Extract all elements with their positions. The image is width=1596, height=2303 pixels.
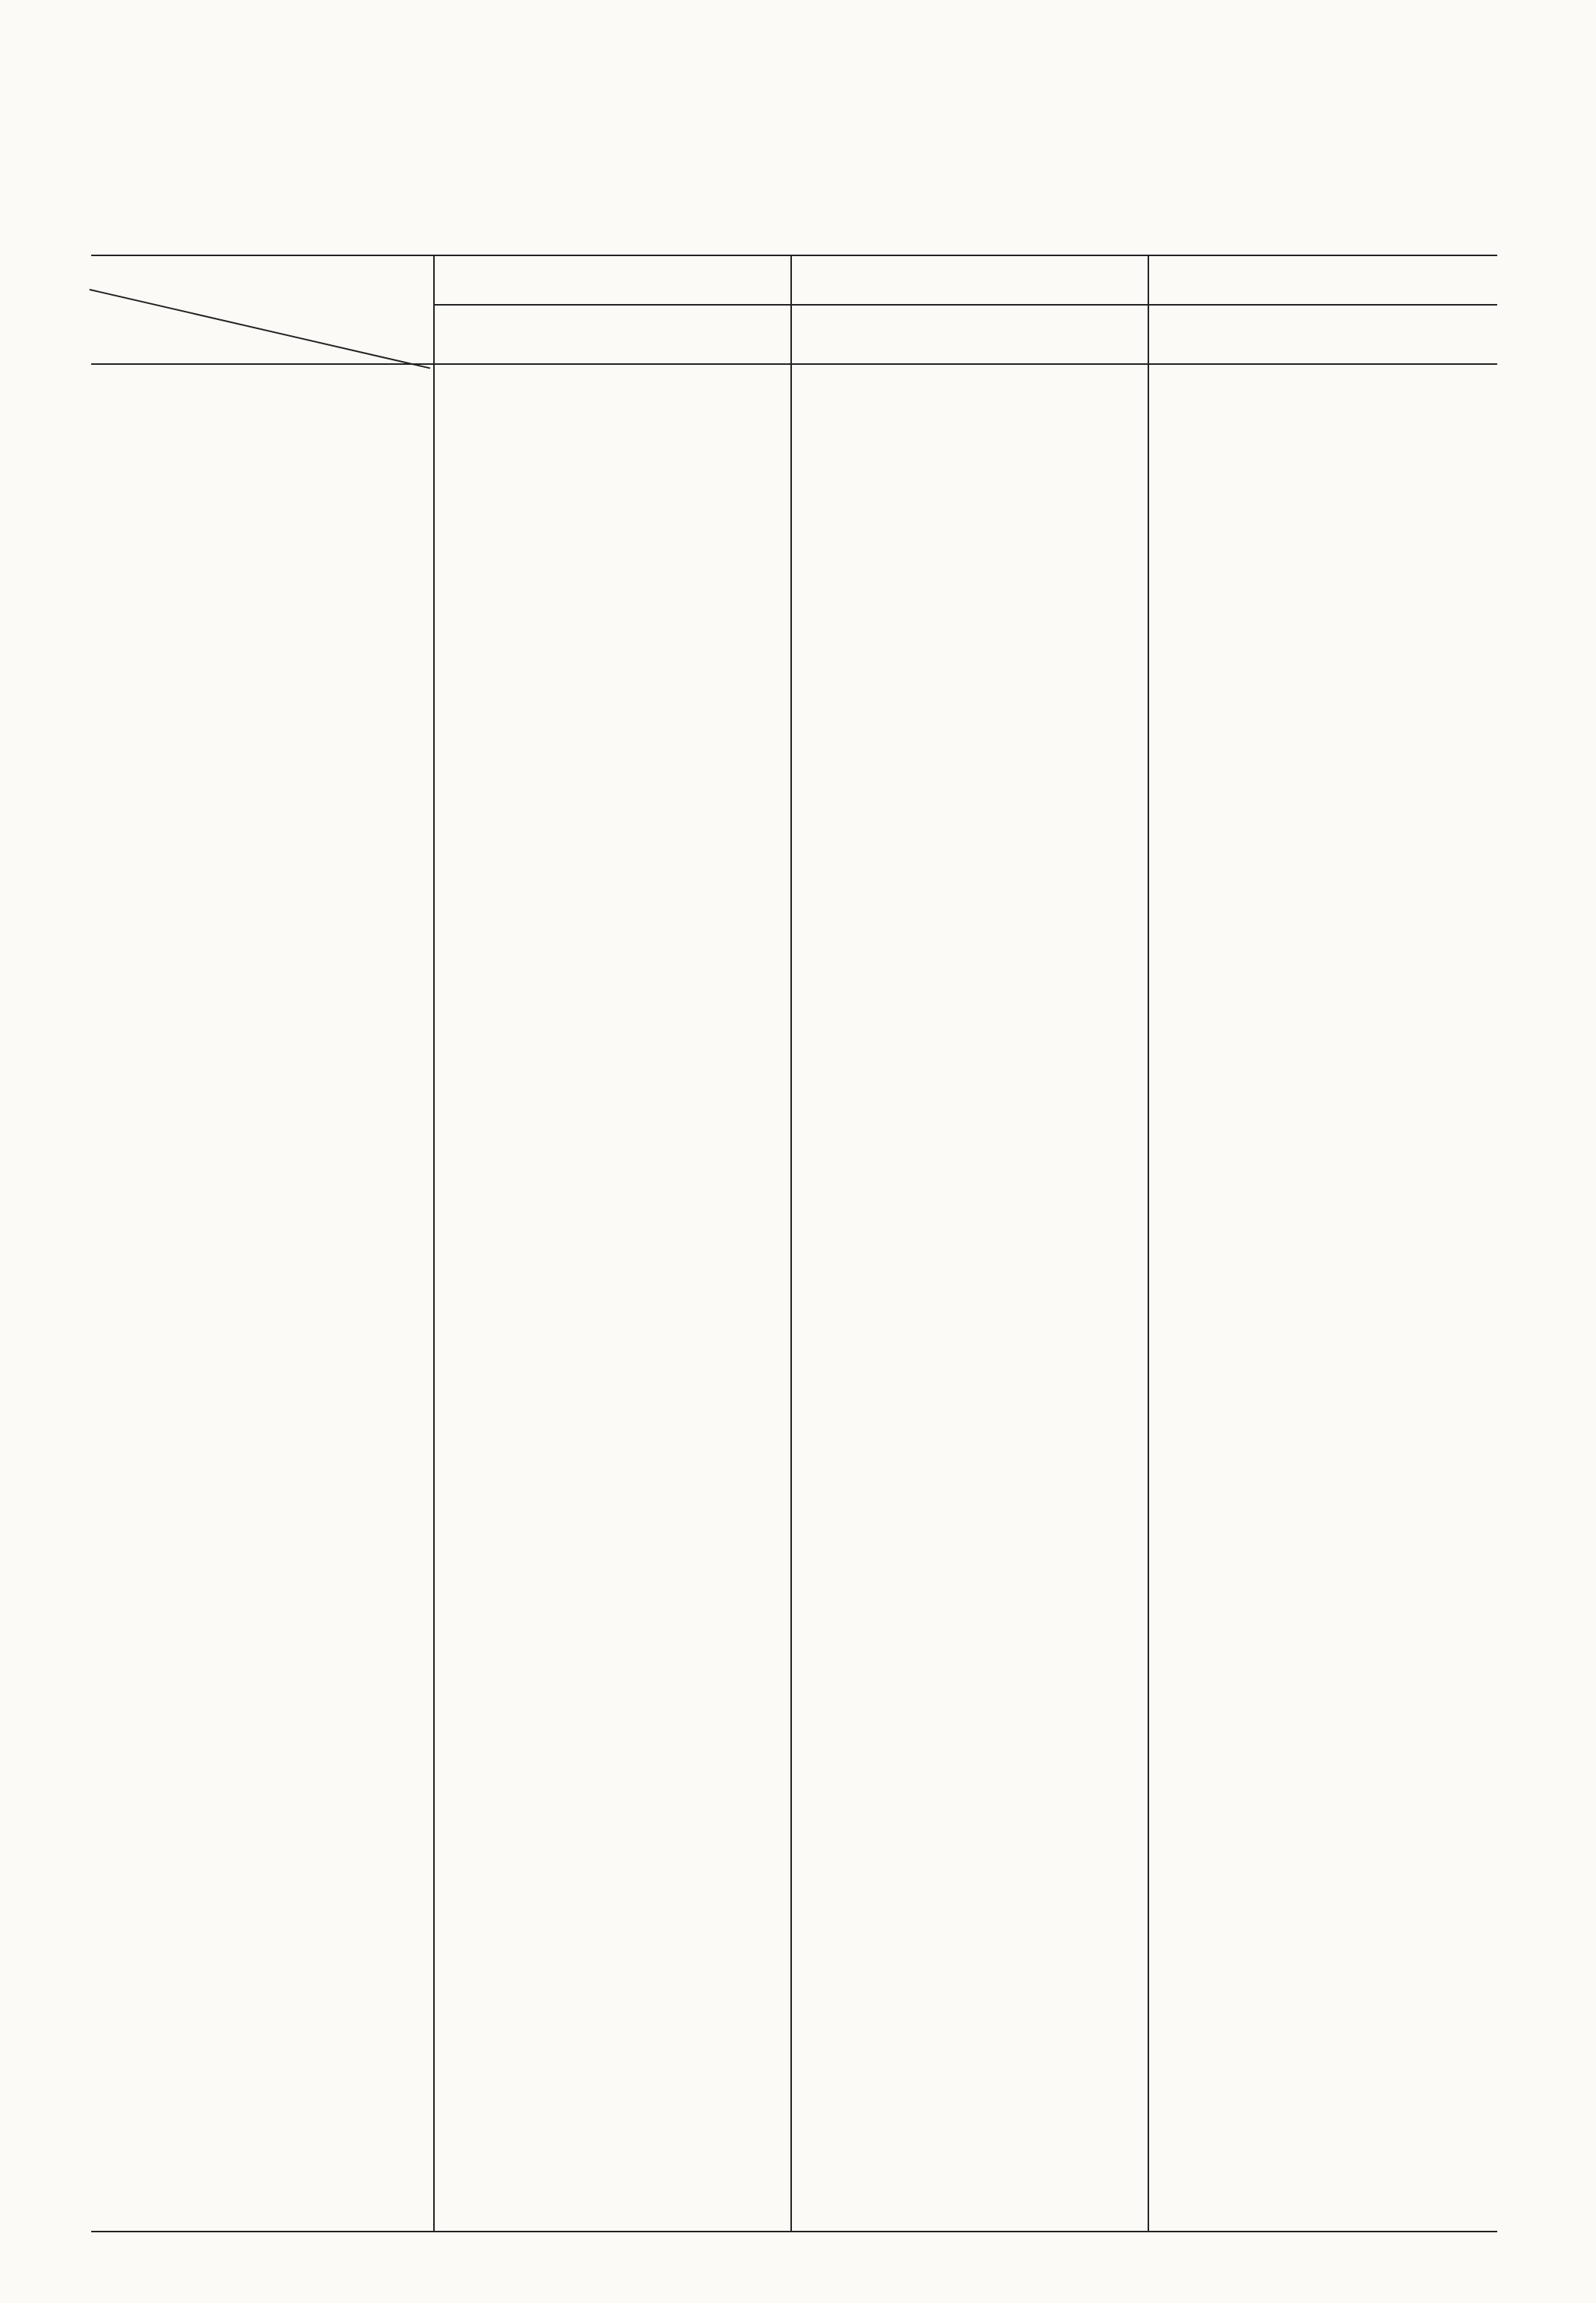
header-top-rule (91, 255, 1497, 256)
header-diagonal (90, 289, 431, 369)
header-bottom-rule (91, 363, 1497, 365)
rule-grade-1 (790, 255, 792, 2231)
rule-grade-2 (1148, 255, 1149, 2231)
header-mid-rule (433, 304, 1497, 306)
table-bottom-rule (91, 2231, 1497, 2232)
rule-name-col (433, 255, 435, 2231)
